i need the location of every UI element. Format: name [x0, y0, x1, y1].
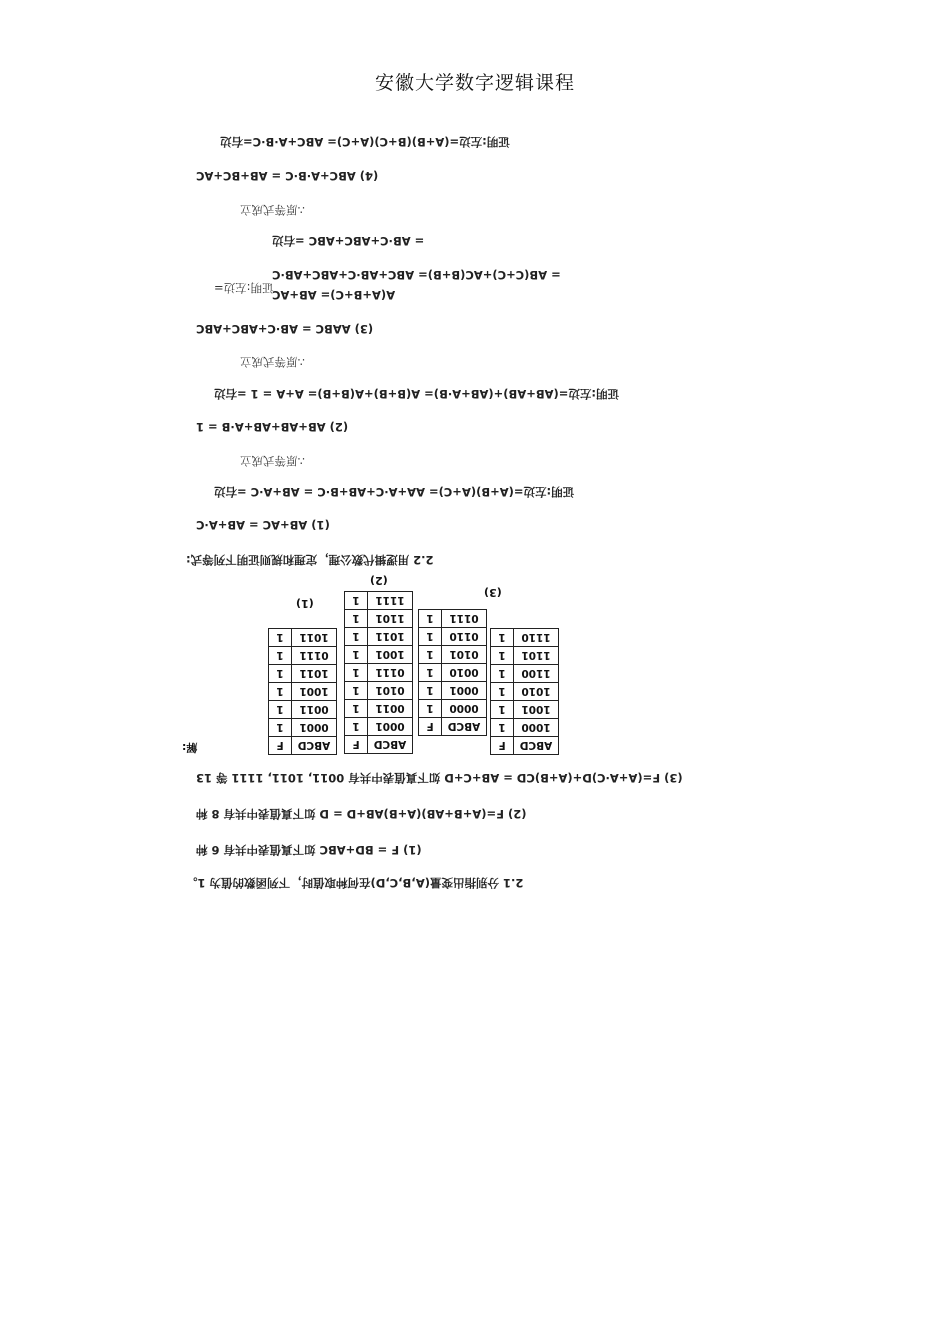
truth-table-3b — [490, 628, 559, 755]
table-row — [491, 629, 559, 647]
table-cell: 1 — [269, 683, 292, 701]
table-cell: 1 — [419, 664, 442, 682]
table-cell: 1100 — [514, 665, 559, 683]
table-cell: 1011 — [292, 629, 337, 647]
table-cell: 0110 — [442, 628, 487, 646]
table-row — [269, 683, 337, 701]
table-row — [269, 629, 337, 647]
table-header-cell: F — [491, 737, 514, 755]
answer-2-line: (2) F=(A+B+AB)(A+B)AB+D = D 如下真值表中共有 8 种 — [196, 807, 527, 821]
table-row — [419, 610, 487, 628]
table-header-cell: ABCD — [368, 736, 413, 754]
table-cell: 1 — [345, 592, 368, 610]
table-cell: 1 — [269, 701, 292, 719]
table-cell: 1001 — [368, 646, 413, 664]
table-cell: 0010 — [442, 664, 487, 682]
problem-4-statement: (4) ABC+A·B·C = AB+BC+AC — [196, 169, 379, 183]
proof-line-4-result: 证明:左边=(A+B)(B+C)(A+C)= ABC+A·B·C=右边 — [220, 135, 510, 149]
solution-mark: 解: — [182, 741, 198, 754]
table-row — [269, 719, 337, 737]
table-header-cell: ABCD — [292, 737, 337, 755]
table-row — [345, 592, 413, 610]
table-cell: 1 — [491, 647, 514, 665]
answer-3-line: (3) F=(A+A·C)D+(A+B)CD = AB+C+D 如下真值表中共有 0011, 1011, 1111 等 13 — [196, 771, 683, 785]
table-cell: 0001 — [368, 718, 413, 736]
table-3-label: (3) — [484, 586, 502, 599]
table-cell: 0011 — [292, 701, 337, 719]
table-cell: 1 — [419, 700, 442, 718]
table-cell: 1110 — [514, 629, 559, 647]
table-row — [419, 718, 487, 736]
table-cell: 1111 — [368, 592, 413, 610]
table-cell: 1 — [269, 647, 292, 665]
table-cell: 1 — [269, 629, 292, 647]
table-cell: 1000 — [514, 719, 559, 737]
table-cell: 1 — [491, 719, 514, 737]
proof-label-4: 证明:左边= — [214, 281, 274, 295]
table-2-label: (2) — [370, 574, 388, 587]
proof-line-4-step: = AB·C+ABC+ABC =右边 — [272, 234, 425, 248]
table-row — [419, 628, 487, 646]
proof-line-4-start: A(A+B+C)= AB+AC — [272, 288, 396, 302]
proof-line-4-expand: = AB(C+C)+AC(B+B)= ABC+AB·C+ABC+AB·C — [272, 268, 561, 282]
table-cell: 0101 — [442, 646, 487, 664]
table-cell: 0111 — [292, 647, 337, 665]
truth-table-2 — [344, 591, 413, 754]
table-cell: 1101 — [514, 647, 559, 665]
table-cell: 1 — [345, 700, 368, 718]
table-cell: 1 — [269, 719, 292, 737]
table-header-cell: F — [345, 736, 368, 754]
table-row — [419, 700, 487, 718]
table-cell: 1 — [345, 664, 368, 682]
table-row — [345, 628, 413, 646]
table-row — [269, 701, 337, 719]
table-cell: 1011 — [292, 665, 337, 683]
table-row — [345, 736, 413, 754]
problem-2-statement: (2) AB+AB+AB+A·B = 1 — [196, 420, 349, 434]
proof-line-3: 证明:左边=(AB+AB)+(AB+A·B)= A(B+B)+A(B+B)= A+A = 1 =右边 — [214, 387, 619, 401]
table-cell: 0000 — [442, 700, 487, 718]
table-row — [345, 700, 413, 718]
table-row — [491, 737, 559, 755]
proof-line-2: 证明:左边=(A+B)(A+C)= AA+A·C+AB+B·C = AB+A·C =右边 — [214, 485, 575, 499]
table-cell: 0111 — [442, 610, 487, 628]
table-cell: 0001 — [442, 682, 487, 700]
page-title: 安徽大学数字逻辑课程 — [374, 72, 575, 94]
table-cell: 1101 — [368, 610, 413, 628]
table-cell: 0011 — [368, 700, 413, 718]
table-cell: 1 — [345, 628, 368, 646]
table-cell: 1001 — [292, 683, 337, 701]
table-row — [345, 682, 413, 700]
table-cell: 1 — [345, 610, 368, 628]
conclusion-2: ∴原等式成立 — [240, 454, 305, 468]
table-cell: 1010 — [514, 683, 559, 701]
truth-table-3a — [418, 609, 487, 736]
section-2-2-heading: 2.2 用逻辑代数公理，定理和规则证明下列等式: — [186, 553, 434, 567]
table-header-cell: ABCD — [514, 737, 559, 755]
answer-1-line: (1) F = BD+ABC 如下真值表中共有 6 种 — [196, 843, 422, 857]
conclusion-4: ∴原等式成立 — [240, 203, 305, 217]
table-cell: 1 — [491, 683, 514, 701]
table-row — [269, 665, 337, 683]
table-row — [491, 719, 559, 737]
table-row — [419, 646, 487, 664]
table-cell: 1 — [345, 646, 368, 664]
table-cell: 1 — [419, 646, 442, 664]
table-cell: 1 — [419, 628, 442, 646]
section-2-1-heading: 2.1 分别指出变量(A,B,C,D)在何种取值时，下列函数的值为 1。 — [186, 876, 524, 890]
table-cell: 1 — [491, 701, 514, 719]
table-cell: 1 — [491, 665, 514, 683]
table-row — [269, 647, 337, 665]
table-cell: 1 — [491, 629, 514, 647]
table-cell: 0001 — [292, 719, 337, 737]
table-row — [491, 701, 559, 719]
table-header-cell: ABCD — [442, 718, 487, 736]
table-cell: 1001 — [514, 701, 559, 719]
table-cell: 1 — [345, 682, 368, 700]
problem-1-statement: (1) AB+AC = AB+A·C — [196, 518, 330, 532]
table-row — [345, 646, 413, 664]
table-header-cell: F — [269, 737, 292, 755]
table-row — [491, 665, 559, 683]
table-row — [419, 682, 487, 700]
problem-3-statement: (3) AABC = AB·C+ABC+ABC — [196, 322, 374, 336]
table-cell: 1011 — [368, 628, 413, 646]
table-row — [491, 647, 559, 665]
table-row — [269, 737, 337, 755]
table-cell: 0101 — [368, 682, 413, 700]
table-1-label: (1) — [296, 597, 314, 610]
conclusion-3: ∴原等式成立 — [240, 355, 305, 369]
table-cell: 1 — [345, 718, 368, 736]
table-cell: 0111 — [368, 664, 413, 682]
table-row — [345, 664, 413, 682]
truth-table-1 — [268, 628, 337, 755]
table-header-cell: F — [419, 718, 442, 736]
table-cell: 1 — [419, 682, 442, 700]
table-row — [419, 664, 487, 682]
table-row — [491, 683, 559, 701]
table-row — [345, 718, 413, 736]
table-cell: 1 — [269, 665, 292, 683]
table-cell: 1 — [419, 610, 442, 628]
table-row — [345, 610, 413, 628]
